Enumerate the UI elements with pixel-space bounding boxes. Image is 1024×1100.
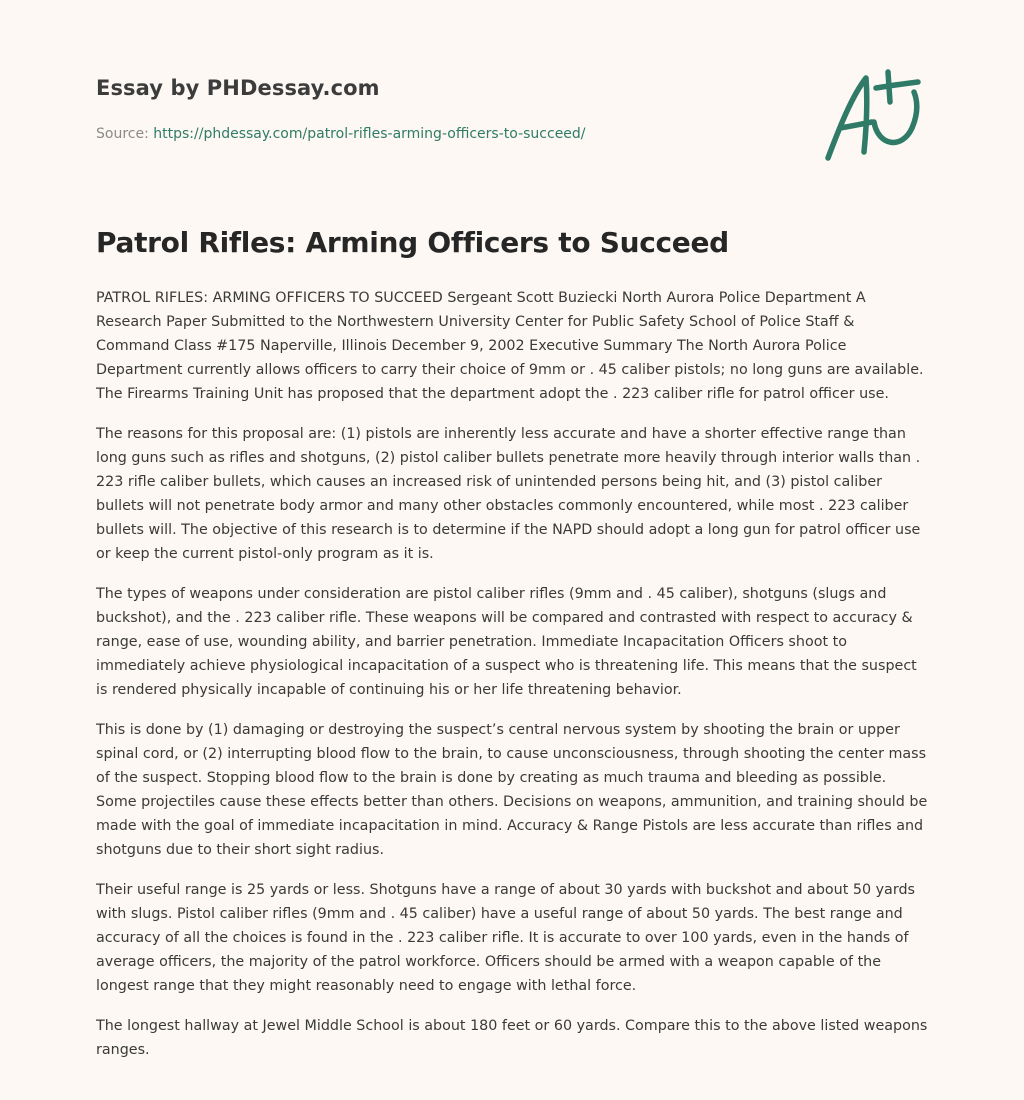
source-link[interactable]: https://phdessay.com/patrol-rifles-arming-officers-to-succeed/: [153, 126, 586, 142]
essay-paragraph: The longest hallway at Jewel Middle School is about 180 feet or 60 yards. Compare this to the above listed weapons ranges.: [96, 1018, 928, 1058]
essay-header: [96, 76, 796, 142]
essay-body: [96, 286, 930, 1078]
essay-paragraph: The types of weapons under consideration are pistol caliber rifles (9mm and . 45 caliber), shotguns (slugs and buckshot), and the . 223 caliber rifle. These weapons will be compared and contrasted with respect to accuracy & range, ease of use, wounding ability, and barrier penetration. Immediate Incapacitation Officers shoot to immediately achieve physiological incapacitation of a suspect who is threatening life. This means that the suspect is rendered physically incapable of continuing his or her life threatening behavior.: [96, 586, 917, 698]
essay-title: Patrol Rifles: Arming Officers to Succeed: [96, 226, 729, 259]
source-line: [96, 126, 796, 142]
essay-paragraph: Their useful range is 25 yards or less. Shotguns have a range of about 30 yards with buckshot and about 50 yards with slugs. Pistol caliber rifles (9mm and . 45 caliber) have a useful range of about 50 yards. The best range and accuracy of all the choices is found in the . 223 caliber rifle. It is accurate to over 100 yards, even in the hands of average officers, the majority of the patrol workforce. Officers should be armed with a weapon capable of the longest range that they might reasonably need to engage with lethal force.: [96, 882, 915, 994]
essay-paragraph: This is done by (1) damaging or destroying the suspect’s central nervous system by shooting the brain or upper spinal cord, or (2) interrupting blood flow to the brain, to cause unconsciousness, through shooting the center mass of the suspect. Stopping blood flow to the brain is done by creating as much trauma and bleeding as possible. Some projectiles cause these effects better than others. Decisions on weapons, ammunition, and training should be made with the goal of immediate incapacitation in mind. Accuracy & Range Pistols are less accurate than rifles and shotguns due to their short sight radius.: [96, 722, 928, 858]
essay-paragraph: The reasons for this proposal are: (1) pistols are inherently less accurate and have a shorter effective range than long guns such as rifles and shotguns, (2) pistol caliber bullets penetrate more heavily through interior walls than . 223 rifle caliber bullets, which causes an increased risk of unintended persons being hit, and (3) pistol caliber bullets will not penetrate body armor and many other obstacles commonly encountered, while most . 223 caliber bullets will. The objective of this research is to determine if the NAPD should adopt a long gun for patrol officer use or keep the current pistol-only program as it is.: [96, 426, 921, 562]
source-label: Source:: [96, 126, 149, 142]
site-brand: Essay by PHDessay.com: [96, 76, 380, 100]
a-plus-grade-icon: [818, 66, 930, 166]
essay-paragraph: PATROL RIFLES: ARMING OFFICERS TO SUCCEED Sergeant Scott Buziecki North Aurora Police Department A Research Paper Submitted to the Northwestern University Center for Public Safety School of Police Staff & Command Class #175 Naperville, Illinois December 9, 2002 Executive Summary The North Aurora Police Department currently allows officers to carry their choice of 9mm or . 45 caliber pistols; no long guns are available. The Firearms Training Unit has proposed that the department adopt the . 223 caliber rifle for patrol officer use.: [96, 290, 924, 402]
